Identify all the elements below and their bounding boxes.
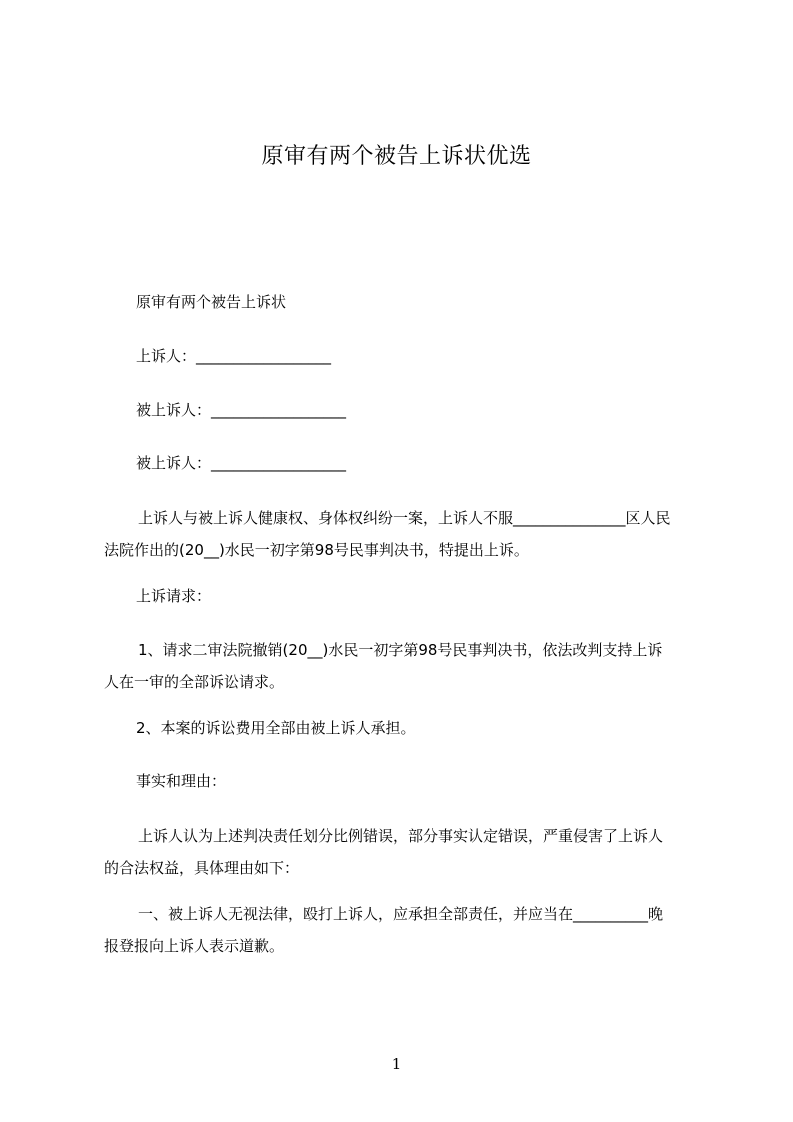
- intro-line-1: 上诉人与被上诉人健康权、身体权纠纷一案，上诉人不服_______________区人民: [138, 509, 671, 527]
- request-1-line-1: 1、请求二审法院撤销(20__)水民一初字第98号民事判决书，依法改判支持上诉: [138, 641, 663, 659]
- request-1-paragraph: [104, 634, 704, 698]
- reason-1-line-1: 一、被上诉人无视法律，殴打上诉人，应承担全部责任，并应当在__________晚: [138, 905, 664, 923]
- reason-1-paragraph: [104, 898, 704, 962]
- reason-1-line-2: 报登报向上诉人表示道歉。: [104, 937, 285, 955]
- appellee-line-2: 被上诉人：__________________: [136, 454, 347, 472]
- facts-line-1: 上诉人认为上述判决责任划分比例错误，部分事实认定错误，严重侵害了上诉人: [138, 827, 664, 845]
- facts-line-2: 的合法权益，具体理由如下：: [104, 859, 300, 877]
- intro-paragraph: [104, 502, 704, 566]
- document-title: 原审有两个被告上诉状优选: [261, 144, 532, 169]
- document-heading: 原审有两个被告上诉状: [136, 293, 287, 311]
- request-1-line-2: 人在一审的全部诉讼请求。: [104, 673, 285, 691]
- intro-line-2: 法院作出的(20__)水民一初字第98号民事判决书，特提出上诉。: [104, 541, 529, 559]
- appellant-line: 上诉人：__________________: [136, 347, 332, 365]
- page-number: 1: [391, 1055, 402, 1073]
- requests-heading: 上诉请求：: [136, 587, 212, 605]
- facts-heading: 事实和理由：: [136, 772, 227, 790]
- appellee-line-1: 被上诉人：__________________: [136, 401, 347, 419]
- facts-paragraph: [104, 820, 704, 884]
- request-2: 2、本案的诉讼费用全部由被上诉人承担。: [136, 719, 416, 737]
